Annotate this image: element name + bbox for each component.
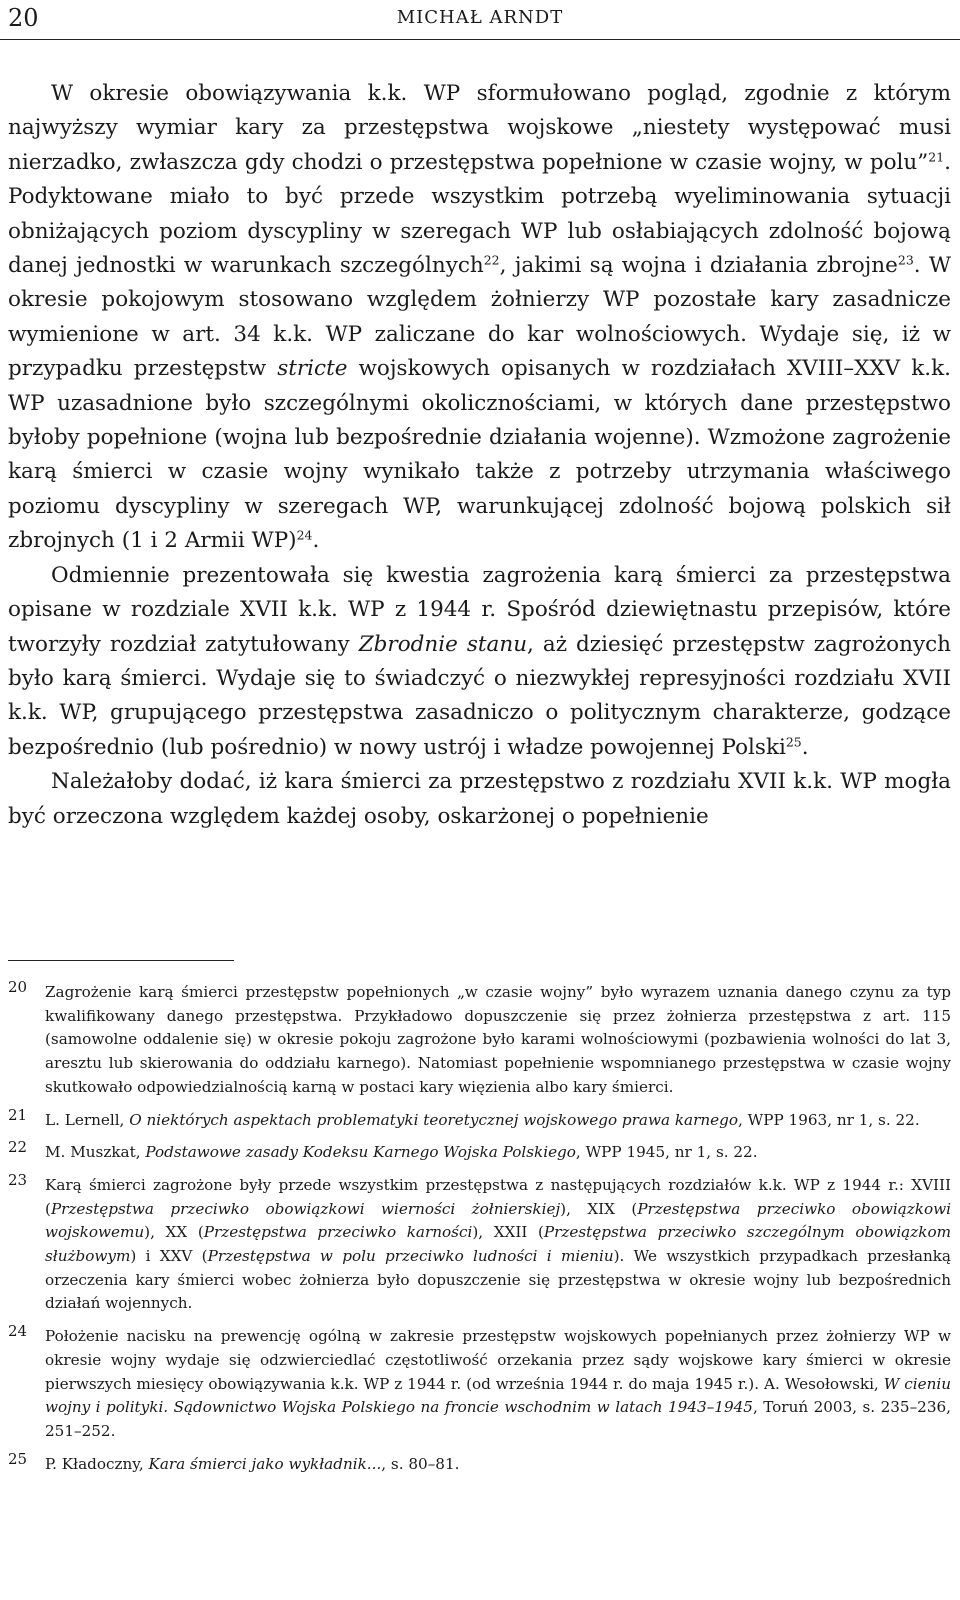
footnote-ref-22[interactable]: 22 xyxy=(483,252,500,268)
footnote-number: 20 xyxy=(8,978,28,996)
main-text xyxy=(8,77,951,834)
footnote-separator xyxy=(8,960,234,961)
footnote-ref-24[interactable]: 24 xyxy=(296,527,313,543)
footnote-ref-25[interactable]: 25 xyxy=(785,734,802,749)
footnote-25 xyxy=(8,1449,951,1477)
header-rule xyxy=(0,39,960,40)
footnote-ref-23[interactable]: 23 xyxy=(897,252,914,268)
footnote-text: L. Lernell, O niektórych aspektach problematyki teoretycznej wojskowego prawa karnego, WPP 1963, nr 1, s. 22. xyxy=(45,1110,920,1129)
footnote-number: 22 xyxy=(8,1138,28,1157)
paragraph-1: W okresie obowiązywania k.k. WP sformułowano pogląd, zgodnie z którym najwyższy wymiar kary za przestępstwa wojskowe „niestety występować musi nierzadko, zwłaszcza gdy chodzi o przestępstwa popełnione w czasie wojny, w polu”$^{21}$. Podyktowane miało to być przede wszystkim potrzebą wyeliminowania sytuacji obniżających poziom dyscypliny w szeregach WP lub osłabiających zdolność bojową danej jednostki w warunkach szczególnych$^{22}$, jakimi są wojna i działania zbrojne$^{23}$. W okresie pokojowym stosowano względem żołnierzy WP pozostałe kary zasadnicze wymienione w art. 34 k.k. WP zaliczane do kar wolnościowych. Wydaje się, iż w przypadku przestępstw stricte wojskowych opisanych w rozdziałach XVIII–XXV k.k. WP uzasadnione było szczególnymi okolicznościami, w których dane przestępstwo byłoby popełnione (wojna lub bezpośrednie działania wojenne). Wzmożone zagrożenie karą śmierci w czasie wojny wynikało także z potrzeby utrzymania właściwego poziomu dyscypliny w szeregach WP, warunkującej zdolność bojową polskich sił zbrojnych (1 i 2 Armii WP)$^{24}$. xyxy=(8,81,951,554)
footnote-text: Karą śmierci zagrożone były przede wszystkim przestępstwa z następujących rozdziałów k.k. WP z 1944 r.: XVIII (Przestępstwa przeciwko obowiązkowi wierności żołnierskiej), XIX (Przestępstwa przeciwko obowiązkowi wojskowemu), XX (Przestępstwa przeciwko karności), XXII (Przestępstwa przeciwko szczególnym obowiązkom służbowym) i XXV (Przestępstwa w polu przeciwko ludności i mieniu). We wszystkich przypadkach przesłanką orzeczenia kary śmierci wobec żołnierza było dopuszczenie się przestępstwa w okresie wojny lub bezpośrednich działań wojennych. xyxy=(45,1175,951,1313)
footnote-22 xyxy=(8,1138,951,1165)
footnote-21 xyxy=(8,1105,951,1133)
running-head: MICHAŁ ARNDT xyxy=(396,7,564,28)
page-number: 20 xyxy=(8,4,39,32)
paragraph-3: Należałoby dodać, iż kara śmierci za przestępstwo z rozdziału XVII k.k. WP mogła być orzeczona względem każdej osoby, oskarżonej o popełnienie xyxy=(8,769,951,829)
footnote-20 xyxy=(8,978,951,1100)
footnote-number: 21 xyxy=(8,1105,28,1124)
footnote-text: Zagrożenie karą śmierci przestępstw popełnionych „w czasie wojny” było wyrazem uznania danego czynu za typ kwalifikowany danego przestępstwa. Przykładowo dopuszczenie się przez żołnierza przestępstwa z art. 115 (samowolne oddalenie się) w okresie pokoju zagrożone było karami wolnościowymi (pozbawienia wolności do lat 3, aresztu lub skierowania do oddziału karnego). Natomiast popełnienie wspomnianego przestępstwa w czasie wojny skutkowało odpowiedzialnością karną w postaci kary więzienia albo kary śmierci. xyxy=(45,983,951,1096)
footnote-23 xyxy=(8,1170,951,1316)
footnote-text: M. Muszkat, Podstawowe zasady Kodeksu Karnego Wojska Polskiego, WPP 1945, nr 1, s. 22. xyxy=(45,1143,758,1162)
footnote-number: 23 xyxy=(8,1170,28,1189)
footnote-ref-21[interactable]: 21 xyxy=(928,149,945,165)
footnote-text: P. Kładoczny, Kara śmierci jako wykładnik..., s. 80–81. xyxy=(45,1454,460,1473)
footnote-24 xyxy=(8,1322,951,1444)
footnote-number: 24 xyxy=(8,1322,28,1341)
paragraph-2: Odmiennie prezentowała się kwestia zagrożenia karą śmierci za przestępstwa opisane w rozdziale XVII k.k. WP z 1944 r. Spośród dziewiętnastu przepisów, które tworzyły rozdział zatytułowany Zbrodnie stanu, aż dziesięć przestępstw zagrożonych było karą śmierci. Wydaje się to świadczyć o niezwykłej represyjności rozdziału XVII k.k. WP, grupującego przestępstwa zasadniczo o politycznym charakterze, godzące bezpośrednio (lub pośrednio) w nowy ustrój i władze powojennej Polski$^{25}$. xyxy=(8,562,952,760)
page-header xyxy=(0,0,960,36)
footnotes xyxy=(8,978,951,1485)
footnote-text: Położenie nacisku na prewencję ogólną w zakresie przestępstw wojskowych popełnianych przez żołnierzy WP w okresie wojny wydaje się odzwierciedlać częstotliwość orzekania przez sądy wojskowe kary śmierci w okresie pierwszych miesięcy obowiązywania k.k. WP z 1944 r. (od września 1944 r. do maja 1945 r.). A. Wesołowski, W cieniu wojny i polityki. Sądownictwo Wojska Polskiego na froncie wschodnim w latach 1943–1945, Toruń 2003, s. 235–236, 251–252. xyxy=(45,1327,951,1440)
footnote-number: 25 xyxy=(8,1449,28,1468)
